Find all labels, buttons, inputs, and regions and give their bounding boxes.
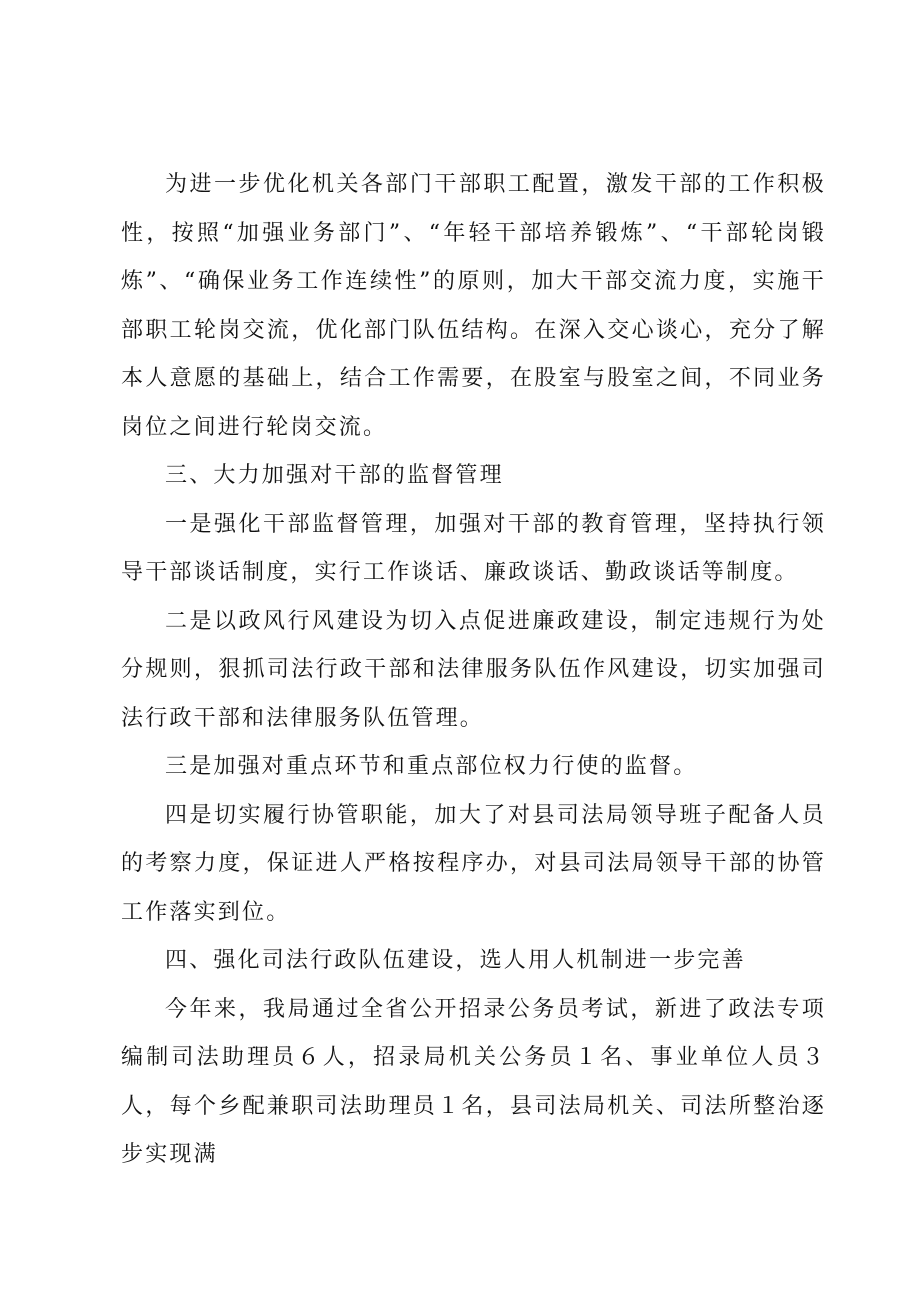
section-heading-team-building: 四、强化司法行政队伍建设，选人用人机制进一步完善 [165, 948, 746, 973]
document-body [121, 161, 826, 1180]
paragraph-item-four: 四是切实履行协管职能，加大了对县司法局领导班子配备人员的考察力度，保证进人严格按程序办，对县司法局领导干部的协管工作落实到位。 [121, 802, 826, 925]
paragraph-item-two: 二是以政风行风建设为切入点促进廉政建设，制定违规行为处分规则，狠抓司法行政干部和法律服务队伍作风建设，切实加强司法行政干部和法律服务队伍管理。 [121, 608, 826, 731]
paragraph-recruitment: 今年来，我局通过全省公开招录公务员考试，新进了政法专项编制司法助理员６人，招录局机关公务员１名、事业单位人员３人，每个乡配兼职司法助理员１名，县司法局机关、司法所整治逐步实现满 [121, 996, 826, 1167]
paragraph-item-three: 三是加强对重点环节和重点部位权力行使的监督。 [165, 754, 698, 779]
paragraph-staff-rotation: 为进一步优化机关各部门干部职工配置，激发干部的工作积极性，按照“加强业务部门”、“年轻干部培养锻炼”、“干部轮岗锻炼”、“确保业务工作连续性”的原则，加大干部交流力度，实施干部职工轮岗交流，优化部门队伍结构。在深入交心谈心，充分了解本人意愿的基础上，结合工作需要，在股室与股室之间，不同业务岗位之间进行轮岗交流。 [121, 172, 826, 440]
section-heading-supervision: 三、大力加强对干部的监督管理 [165, 463, 504, 488]
paragraph-item-one: 一是强化干部监督管理，加强对干部的教育管理，坚持执行领导干部谈话制度，实行工作谈话、廉政谈话、勤政谈话等制度。 [121, 511, 826, 585]
